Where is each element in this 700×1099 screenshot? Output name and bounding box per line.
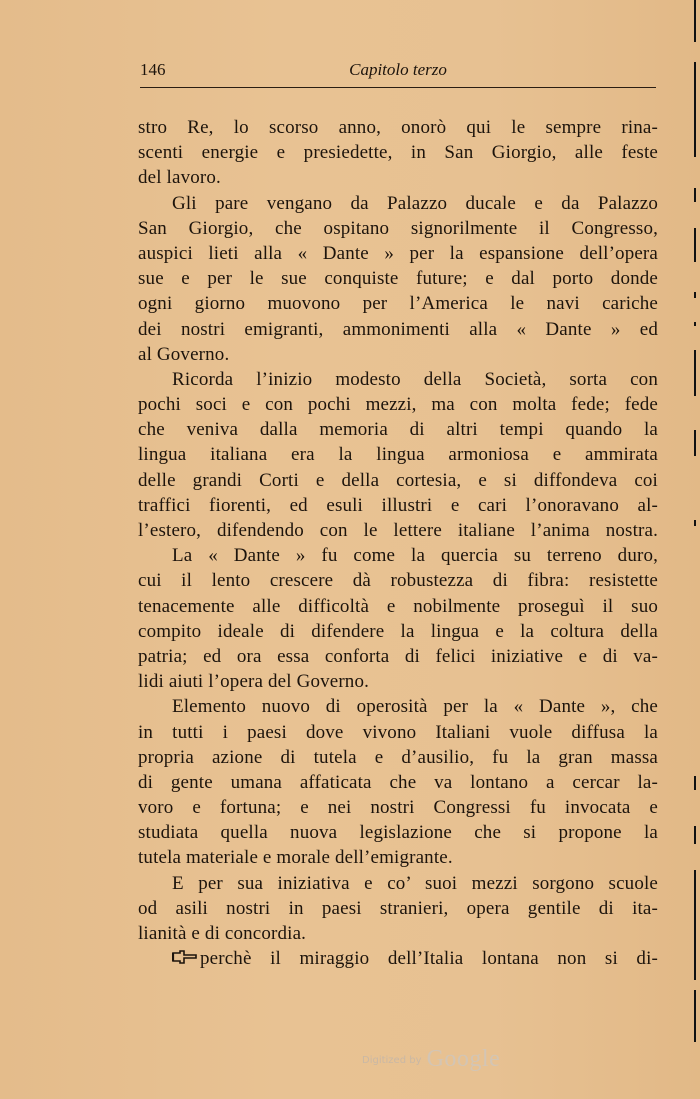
text-line [138, 367, 658, 392]
text-line-content: stro Re, lo scorso anno, onorò qui le sempre rina- [138, 117, 658, 138]
text-line-content: propria azione di tutela e d’ausilio, fu la gran massa [138, 746, 658, 768]
text-line [138, 140, 658, 165]
text-line-content: patria; ed ora essa conforta di felici iniziative e di va- [138, 645, 658, 667]
text-line-content: di gente umana affaticata che va lontano a cercar la- [138, 771, 658, 793]
body-text [138, 115, 658, 971]
text-line-content: od asili nostri in paesi stranieri, opera gentile di ita- [138, 897, 658, 919]
text-line-content: studiata quella nuova legislazione che si propone la [138, 822, 658, 844]
text-line [138, 241, 658, 266]
text-line [138, 720, 658, 745]
text-line-content: San Giorgio, che ospitano signorilmente il Congresso, [138, 217, 658, 239]
page-header [140, 58, 656, 84]
text-line [138, 644, 658, 669]
text-line [138, 845, 658, 870]
text-line [138, 417, 658, 442]
text-line [138, 795, 658, 820]
text-line-content: l’estero, difendendo con le lettere italiane l’anima nostra. [138, 520, 658, 541]
text-line [138, 518, 658, 543]
text-line [138, 896, 658, 921]
text-line-content: del lavoro. [138, 167, 221, 189]
text-line [138, 266, 658, 291]
header-rule [140, 87, 656, 88]
text-line-content: Gli pare vengano da Palazzo ducale e da Palazzo [172, 192, 658, 214]
text-line-content: cui il lento crescere dà robustezza di fibra: resistette [138, 570, 658, 592]
text-line [138, 568, 658, 593]
text-line-content: voro e fortuna; e nei nostri Congressi fu invocata e [138, 797, 658, 819]
text-line [138, 392, 658, 417]
text-line [138, 669, 658, 694]
page-edge [692, 0, 696, 1099]
text-line [138, 342, 658, 367]
text-line-content: perchè il miraggio dell’Italia lontana non si di- [200, 948, 658, 970]
text-line [138, 619, 658, 644]
text-line [138, 291, 658, 316]
running-title: Capitolo terzo [349, 60, 447, 79]
text-line [138, 871, 658, 896]
pointing-hand-icon [172, 949, 198, 965]
text-line [138, 543, 658, 568]
text-line-content: lidi aiuti l’opera del Governo. [138, 671, 369, 693]
text-line [138, 442, 658, 467]
text-line-content: La « Dante » fu come la quercia su terreno duro, [172, 545, 658, 567]
text-line-content: delle grandi Corti e della cortesia, e si diffondeva coi [138, 469, 658, 491]
text-line [138, 946, 658, 971]
text-line-content: Ricorda l’inizio modesto della Società, sorta con [172, 368, 658, 390]
text-line [138, 921, 658, 946]
text-line-content: pochi soci e con pochi mezzi, ma con molta fede; fede [138, 394, 658, 416]
watermark-prefix: Digitized by [362, 1055, 422, 1066]
text-line [138, 820, 658, 845]
digitized-watermark [362, 1046, 500, 1073]
text-line [138, 191, 658, 216]
text-line [138, 493, 658, 518]
text-line [138, 770, 658, 795]
text-line [138, 115, 658, 140]
text-line [138, 694, 658, 719]
text-line-content: al Governo. [138, 343, 230, 365]
text-line [138, 594, 658, 619]
text-line-content: tenacemente alle difficoltà e nobilmente proseguì il suo [138, 595, 658, 617]
text-line [138, 745, 658, 770]
text-line [138, 165, 658, 190]
text-line-content: Elemento nuovo di operosità per la « Dante », che [172, 696, 658, 718]
text-line [138, 216, 658, 241]
text-line-content: dei nostri emigranti, ammonimenti alla « Dante » ed [138, 318, 658, 340]
text-line-content: E per sua iniziativa e co’ suoi mezzi sorgono scuole [172, 872, 658, 894]
text-line-content: in tutti i paesi dove vivono Italiani vuole diffusa la [138, 721, 658, 743]
text-line-content: lianità e di concordia. [138, 923, 307, 944]
text-line-content: lingua italiana era la lingua armoniosa e ammirata [138, 444, 658, 466]
text-line [138, 317, 658, 342]
text-line-content: che veniva dalla memoria di altri tempi quando la [138, 419, 658, 441]
text-line-content: sue e per le sue conquiste future; e dal porto donde [138, 268, 658, 290]
text-line [138, 468, 658, 493]
text-line-content: compito ideale di difendere la lingua e la coltura della [138, 620, 658, 642]
text-line-content: ogni giorno muovono per l’America le navi cariche [138, 293, 658, 315]
watermark-brand: Google [426, 1046, 501, 1072]
text-line-content: scenti energie e presiedette, in San Giorgio, alle feste [138, 142, 658, 164]
text-line-content: auspici lieti alla « Dante » per la espansione dell’opera [138, 242, 658, 264]
text-line-content: tutela materiale e morale dell’emigrante. [138, 847, 453, 869]
page-number: 146 [140, 60, 166, 79]
text-line-content: traffici fiorenti, ed esuli illustri e cari l’onoravano al- [138, 494, 658, 516]
